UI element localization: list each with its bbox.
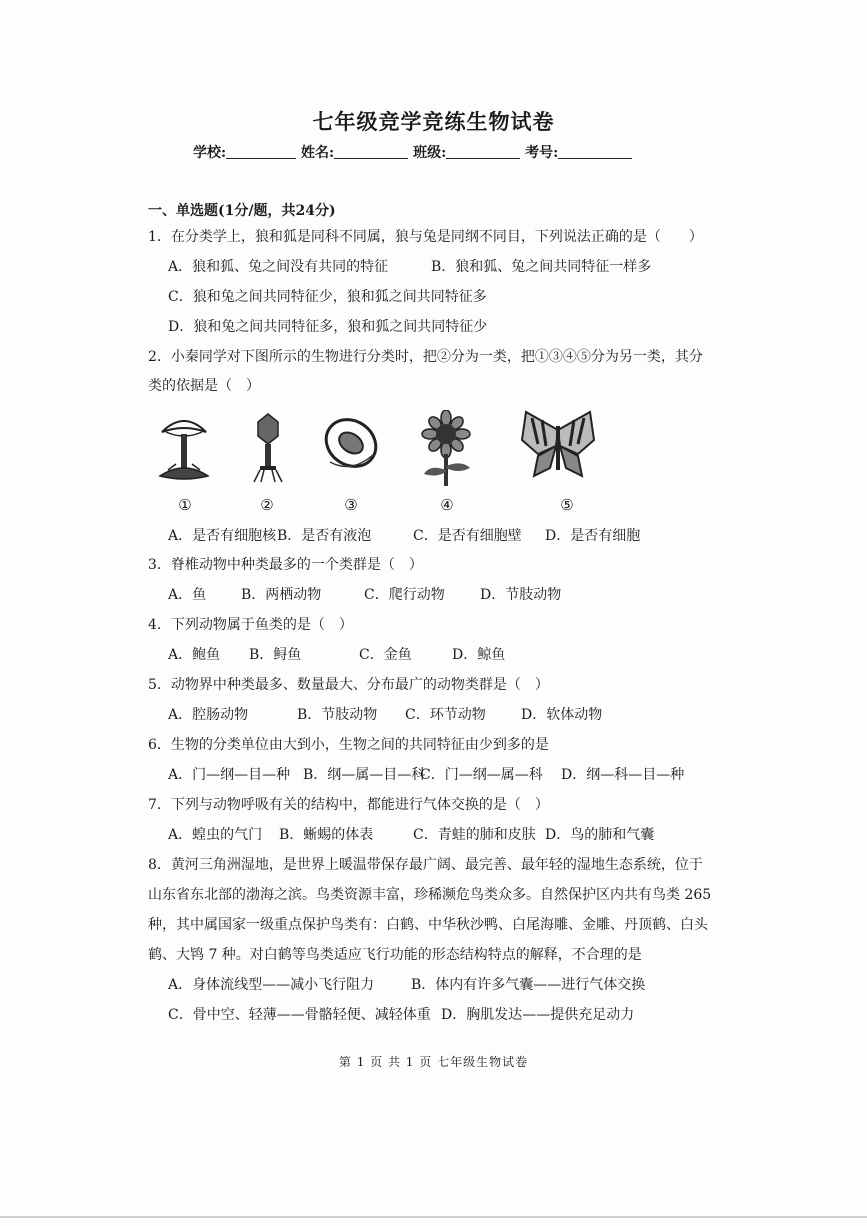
school-blank[interactable] bbox=[226, 144, 296, 159]
figure-label-5: ⑤ bbox=[560, 496, 574, 514]
question-5-option-b: B．节肢动物 bbox=[297, 707, 378, 723]
question-1-stem: 1．在分类学上，狼和狐是同科不同属，狼与兔是同纲不同目，下列说法正确的是（ ） bbox=[148, 229, 703, 245]
question-3-option-c: C．爬行动物 bbox=[364, 587, 445, 603]
question-6-option-a: A．门—纲—目—种 bbox=[168, 767, 291, 783]
question-8-line3: 种，其中属国家一级重点保护鸟类有：白鹤、中华秋沙鸭、白尾海雕、金雕、丹顶鹤、白头 bbox=[148, 917, 708, 933]
question-8-line2: 山东省东北部的渤海之滨。鸟类资源丰富，珍稀濒危鸟类众多。自然保护区内共有鸟类 265 bbox=[148, 887, 712, 903]
question-2-option-c: C．是否有细胞壁 bbox=[413, 528, 522, 544]
question-4-option-c: C．金鱼 bbox=[359, 647, 412, 663]
figure-label-4: ④ bbox=[440, 496, 454, 514]
question-3-option-a: A．鱼 bbox=[168, 587, 207, 603]
figure-label-2: ② bbox=[260, 496, 274, 514]
question-8-option-d: D．胸肌发达——提供充足动力 bbox=[441, 1007, 635, 1023]
question-1-option-d: D．狼和兔之间共同特征多，狼和狐之间共同特征少 bbox=[168, 319, 488, 335]
question-3-option-b: B．两栖动物 bbox=[241, 587, 322, 603]
question-6-stem: 6．生物的分类单位由大到小，生物之间的共同特征由少到多的是 bbox=[148, 737, 549, 753]
class-blank[interactable] bbox=[446, 144, 520, 159]
question-7-option-c: C．青蛙的肺和皮肤 bbox=[413, 827, 536, 843]
name-label: 姓名: bbox=[301, 145, 335, 161]
question-6-option-c: C．门—纲—属—科 bbox=[420, 767, 543, 783]
question-5-option-a: A．腔肠动物 bbox=[168, 707, 249, 723]
question-6-option-b: B．纲—属—目—科 bbox=[303, 767, 426, 783]
name-blank[interactable] bbox=[334, 144, 408, 159]
question-7-option-a: A．蝗虫的气门 bbox=[168, 827, 263, 843]
question-4-option-d: D．鲸鱼 bbox=[452, 647, 506, 663]
class-label: 班级: bbox=[413, 145, 447, 161]
question-2-option-b: B．是否有液泡 bbox=[277, 528, 372, 544]
question-8-option-c: C．骨中空、轻薄——骨骼轻便、减轻体重 bbox=[168, 1007, 431, 1023]
paramecium-figure bbox=[322, 410, 380, 480]
question-8-option-b: B．体内有许多气囊——进行气体交换 bbox=[411, 977, 646, 993]
bacteriophage-figure bbox=[251, 410, 285, 486]
page-title: 七年级竞学竞练生物试卷 bbox=[312, 109, 555, 134]
question-5-option-d: D．软体动物 bbox=[521, 707, 603, 723]
scan-edge-line bbox=[0, 1216, 867, 1218]
question-4-option-a: A．鲍鱼 bbox=[168, 647, 221, 663]
question-8-option-a: A．身体流线型——减小飞行阻力 bbox=[168, 977, 375, 993]
section-heading: 一、单选题(1分/题，共24分) bbox=[148, 203, 336, 219]
sunflower-figure bbox=[416, 410, 476, 488]
question-8-line4: 鹤、大鸨 7 种。对白鹤等鸟类适应飞行功能的形态结构特点的解释，不合理的是 bbox=[148, 947, 642, 963]
question-4-option-b: B．鲟鱼 bbox=[249, 647, 302, 663]
exam-no-label: 考号: bbox=[525, 145, 559, 161]
question-2-stem-line1: 2．小秦同学对下图所示的生物进行分类时，把②分为一类，把①③④⑤分为另一类，其分 bbox=[148, 349, 703, 365]
question-3-option-d: D．节肢动物 bbox=[480, 587, 562, 603]
mushroom-figure bbox=[156, 410, 212, 486]
figure-label-1: ① bbox=[178, 496, 192, 514]
question-7-option-b: B．蜥蜴的体表 bbox=[279, 827, 374, 843]
question-8-line1: 8．黄河三角洲湿地，是世界上暖温带保存最广阔、最完善、最年轻的湿地生态系统，位于 bbox=[148, 857, 703, 873]
question-5-option-c: C．环节动物 bbox=[405, 707, 486, 723]
school-label: 学校: bbox=[193, 145, 227, 161]
student-info-row bbox=[193, 142, 632, 162]
question-2-option-d: D．是否有细胞 bbox=[545, 528, 641, 544]
exam-no-blank[interactable] bbox=[558, 144, 632, 159]
question-6-option-d: D．纲—科—目—种 bbox=[561, 767, 685, 783]
question-4-stem: 4．下列动物属于鱼类的是（ ） bbox=[148, 617, 353, 633]
question-2-stem-line2: 类的依据是（ ） bbox=[148, 378, 260, 394]
question-7-option-d: D．鸟的肺和气囊 bbox=[545, 827, 655, 843]
question-1-option-a: A．狼和狐、兔之间没有共同的特征 bbox=[168, 259, 389, 275]
page-footer: 第 1 页 共 1 页 七年级生物试卷 bbox=[338, 1055, 529, 1069]
question-1-option-c: C．狼和兔之间共同特征少，狼和狐之间共同特征多 bbox=[168, 289, 487, 305]
question-2-option-a: A．是否有细胞核 bbox=[168, 528, 277, 544]
question-3-stem: 3．脊椎动物中种类最多的一个类群是（ ） bbox=[148, 557, 423, 573]
question-5-stem: 5．动物界中种类最多、数量最大、分布最广的动物类群是（ ） bbox=[148, 677, 549, 693]
butterfly-figure bbox=[520, 410, 596, 482]
figure-label-3: ③ bbox=[344, 496, 358, 514]
question-7-stem: 7．下列与动物呼吸有关的结构中，都能进行气体交换的是（ ） bbox=[148, 797, 549, 813]
question-1-option-b: B．狼和狐、兔之间共同特征一样多 bbox=[431, 259, 652, 275]
